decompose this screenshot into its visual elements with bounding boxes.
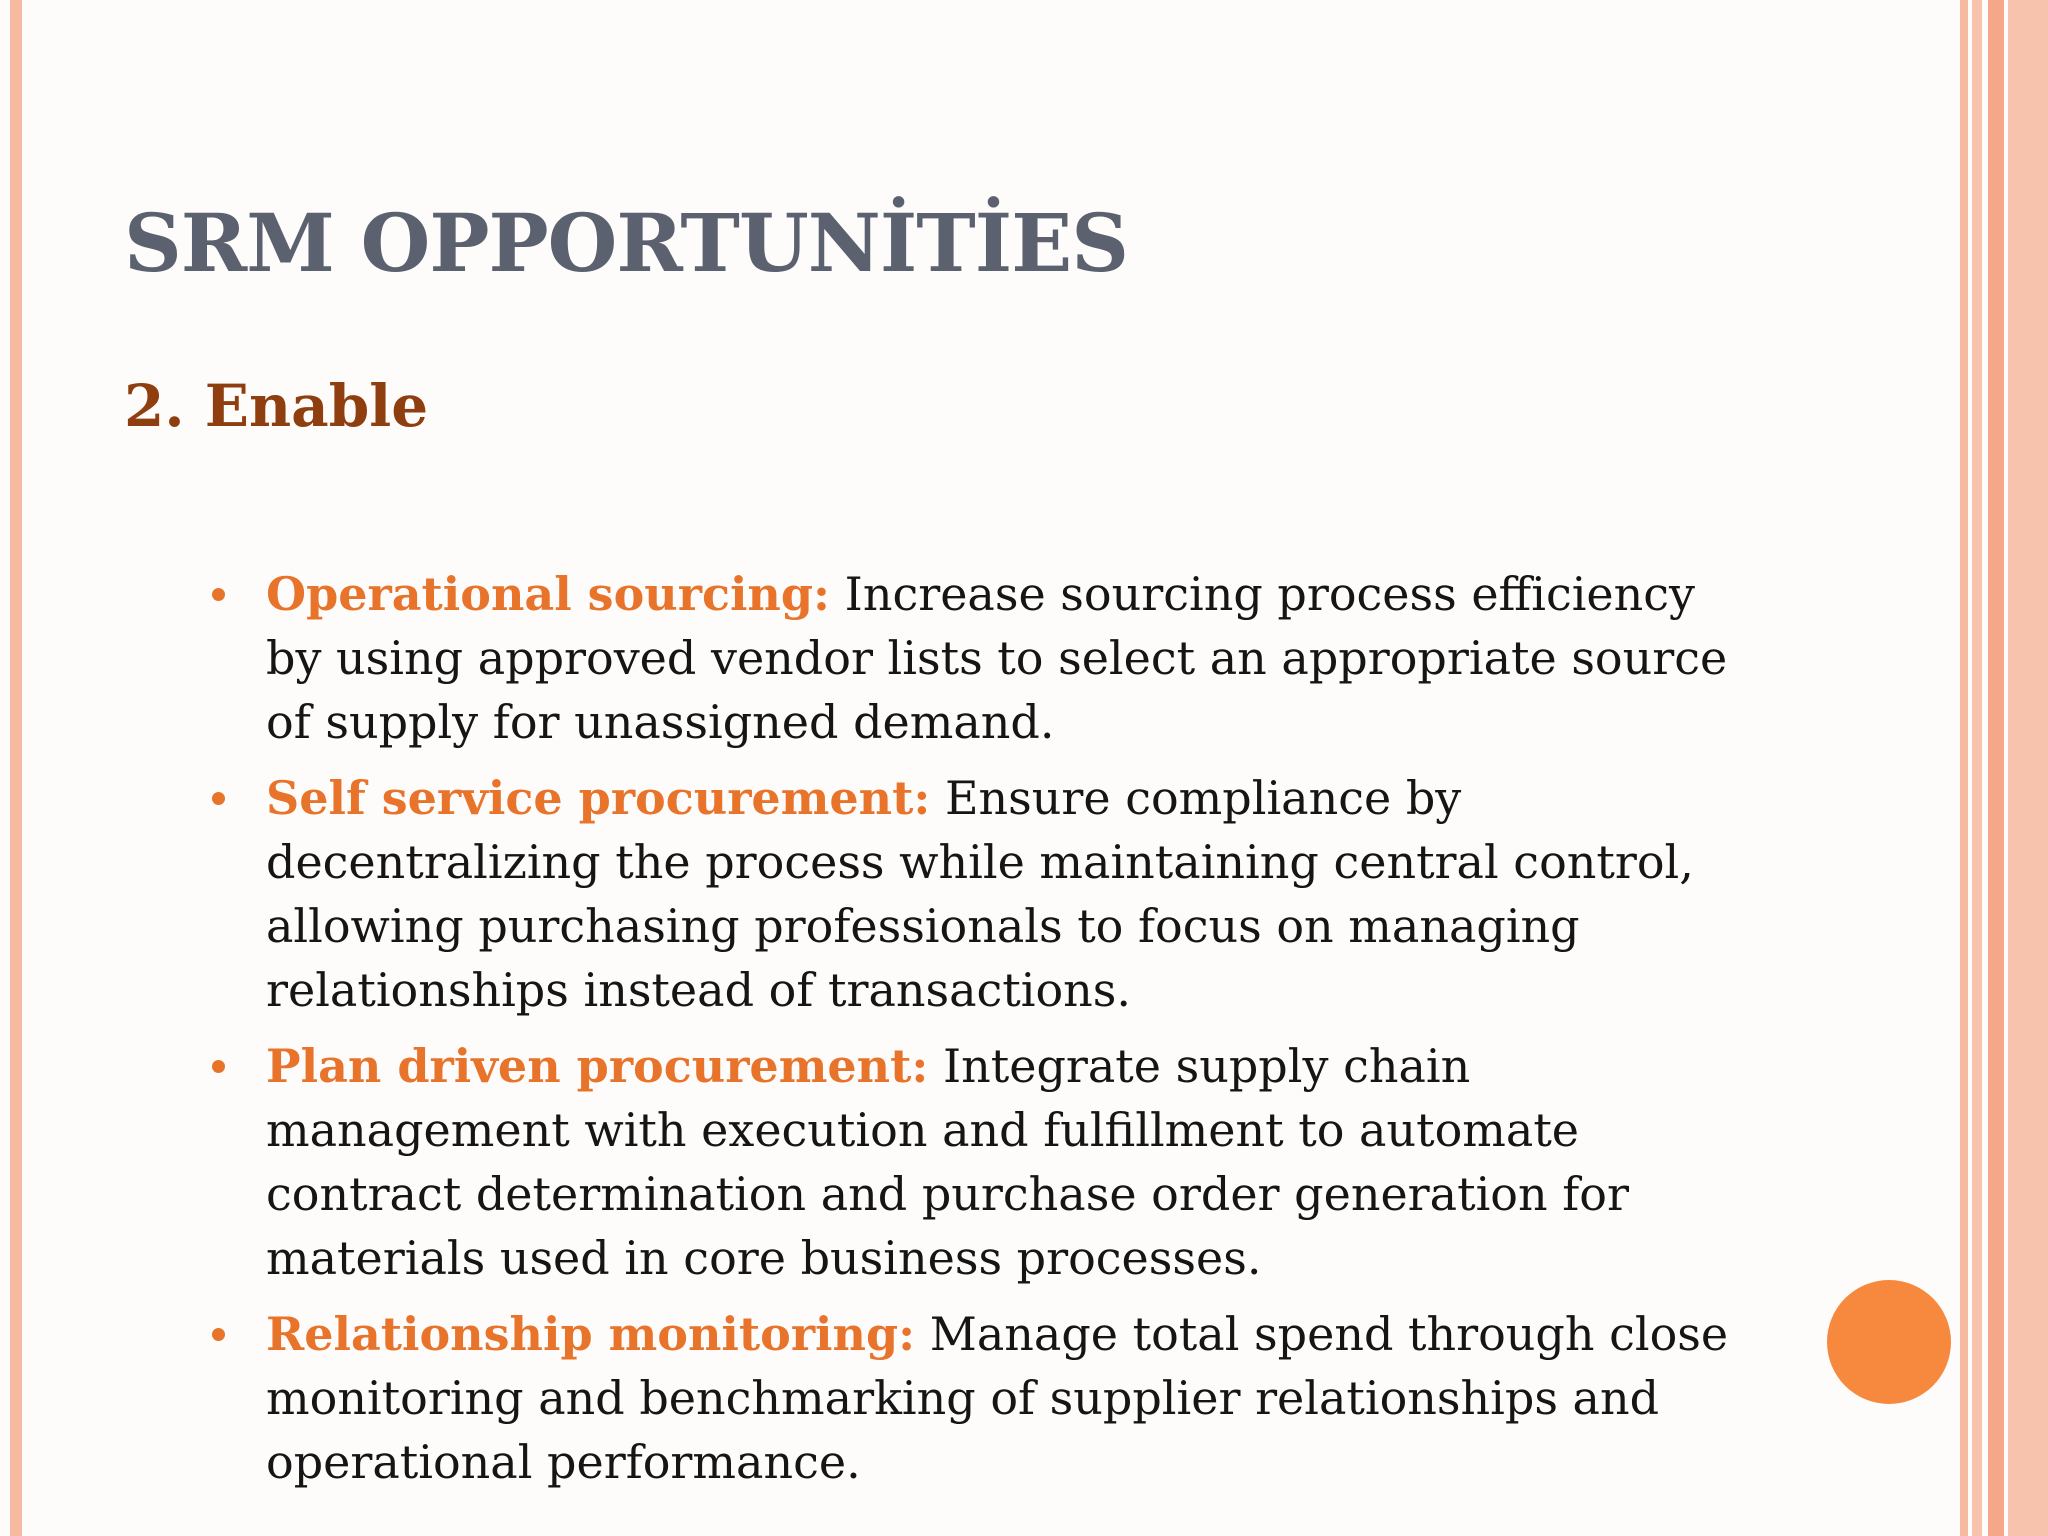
slide-subtitle: 2. Enable — [124, 372, 429, 440]
right-border-stripe — [2008, 0, 2048, 1536]
left-border-bar — [10, 0, 22, 1536]
bullet-text: Increase sourcing process efficiency by using approved vendor lists to select an appropriate source of supply for unassigned demand. — [266, 567, 1728, 749]
decorative-circle — [1827, 1280, 1951, 1404]
bullet-dot-icon — [212, 1060, 225, 1073]
bullet-text: Integrate supply chain management with execution and fulfillment to automate contract determination and purchase order generation for materials used in core business processes. — [266, 1039, 1629, 1285]
bullet-term: Relationship monitoring: — [266, 1307, 916, 1361]
bullet-text: Ensure compliance by decentralizing the process while maintaining central control, allowing purchasing professionals to focus on managing relationships instead of transactions. — [266, 771, 1694, 1017]
bullet-term: Operational sourcing: — [266, 567, 831, 621]
bullet-item — [208, 1302, 1738, 1494]
bullet-dot-icon — [212, 792, 225, 805]
bullet-term: Plan driven procurement: — [266, 1039, 929, 1093]
right-border-stripe — [1960, 0, 1968, 1536]
right-border-stripe — [1988, 0, 2004, 1536]
bullet-item — [208, 766, 1738, 1022]
bullet-text: Manage total spend through close monitoring and benchmarking of supplier relationships and operational performance. — [266, 1307, 1729, 1489]
bullet-item — [208, 1034, 1738, 1290]
bullet-item — [208, 562, 1738, 754]
right-border-stripe — [1972, 0, 1982, 1536]
bullet-dot-icon — [212, 588, 225, 601]
bullet-term: Self service procurement: — [266, 771, 931, 825]
slide-title: SRM OPPORTUNİTİES — [124, 196, 1128, 290]
bullet-dot-icon — [212, 1328, 225, 1341]
bullet-list — [208, 562, 1738, 1506]
